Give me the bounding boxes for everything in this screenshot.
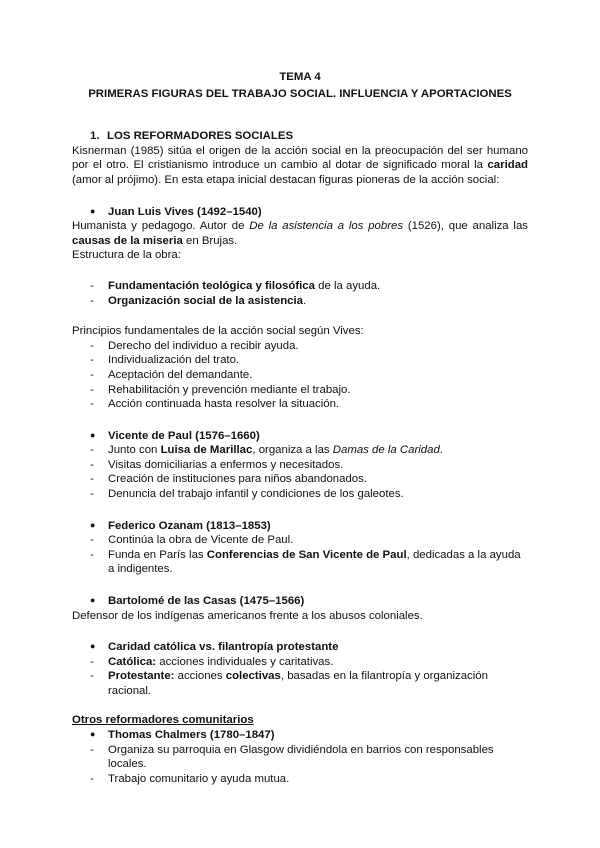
list-item: - Protestante: acciones colectivas, basadas en la filantropía y organización racional. bbox=[90, 670, 488, 697]
ozanam-heading: ● Federico Ozanam (1813–1853) bbox=[90, 519, 271, 532]
vives-structure-list bbox=[72, 279, 528, 308]
list-item: - Denuncia del trabajo infantil y condiciones de los galeotes. bbox=[90, 488, 404, 501]
paul-heading: ● Vicente de Paul (1576–1660) bbox=[90, 429, 260, 442]
list-item: - Funda en París las Conferencias de San Vicente de Paul, dedicadas a la ayuda a indigentes. bbox=[90, 548, 521, 576]
tema-label: TEMA 4 bbox=[279, 71, 321, 83]
list-item: - Fundamentación teológica y filosófica de la ayuda. bbox=[90, 279, 381, 292]
vives-principles-list bbox=[72, 339, 528, 412]
list-item: - Católica: acciones individuales y caritativas. bbox=[90, 655, 334, 668]
list-item: - Acción continuada hasta resolver la situación. bbox=[90, 398, 340, 411]
chalmers-list bbox=[72, 743, 528, 787]
casas-text: Defensor de los indígenas americanos frente a los abusos coloniales. bbox=[72, 609, 423, 622]
list-item: - Organiza su parroquia en Glasgow dividiéndola en barrios con responsables locales. bbox=[90, 743, 494, 771]
list-item: - Trabajo comunitario y ayuda mutua. bbox=[90, 772, 290, 785]
list-item: - Continúa la obra de Vicente de Paul. bbox=[90, 534, 294, 547]
list-item: - Aceptación del demandante. bbox=[90, 368, 253, 381]
list-item: - Junto con Luisa de Marillac, organiza a las Damas de la Caridad. bbox=[90, 444, 443, 457]
vives-principles-intro: Principios fundamentales de la acción social según Vives: bbox=[72, 325, 364, 338]
casas-heading: ● Bartolomé de las Casas (1475–1566) bbox=[90, 595, 305, 608]
list-item: - Organización social de la asistencia. bbox=[90, 294, 307, 307]
list-item: - Creación de instituciones para niños abandonados. bbox=[90, 473, 367, 486]
chalmers-heading: ● Thomas Chalmers (1780–1847) bbox=[90, 729, 275, 742]
section-1-intro: Kisnerman (1985) sitúa el origen de la acción social en la preocupación del ser humano por el otro. El cristianismo introduce un cambio al dotar de significado moral la caridad (amor al prójimo). En esta etapa inicial destacan figuras pioneras de la acción social: bbox=[72, 144, 528, 186]
list-item: - Visitas domiciliarias a enfermos y necesitados. bbox=[90, 458, 344, 471]
paul-list bbox=[72, 443, 528, 501]
page-title: PRIMERAS FIGURAS DEL TRABAJO SOCIAL. INFLUENCIA Y APORTACIONES bbox=[88, 87, 512, 100]
list-item: - Derecho del individuo a recibir ayuda. bbox=[90, 339, 299, 352]
section-1-heading: 1. LOS REFORMADORES SOCIALES bbox=[90, 130, 294, 143]
list-item: - Rehabilitación y prevención mediante el trabajo. bbox=[90, 383, 351, 396]
vives-paragraph: Humanista y pedagogo. Autor de De la asistencia a los pobres (1526), que analiza las causas de la miseria en Brujas. bbox=[72, 220, 528, 247]
vives-heading: ● Juan Luis Vives (1492–1540) bbox=[90, 205, 262, 218]
list-item: - Individualización del trato. bbox=[90, 354, 240, 367]
ozanam-list bbox=[72, 533, 528, 577]
caridad-heading: ● Caridad católica vs. filantropía protestante bbox=[90, 641, 339, 654]
caridad-list bbox=[72, 655, 528, 699]
otros-heading: Otros reformadores comunitarios bbox=[72, 713, 254, 726]
vives-structure-intro: Estructura de la obra: bbox=[72, 249, 181, 262]
